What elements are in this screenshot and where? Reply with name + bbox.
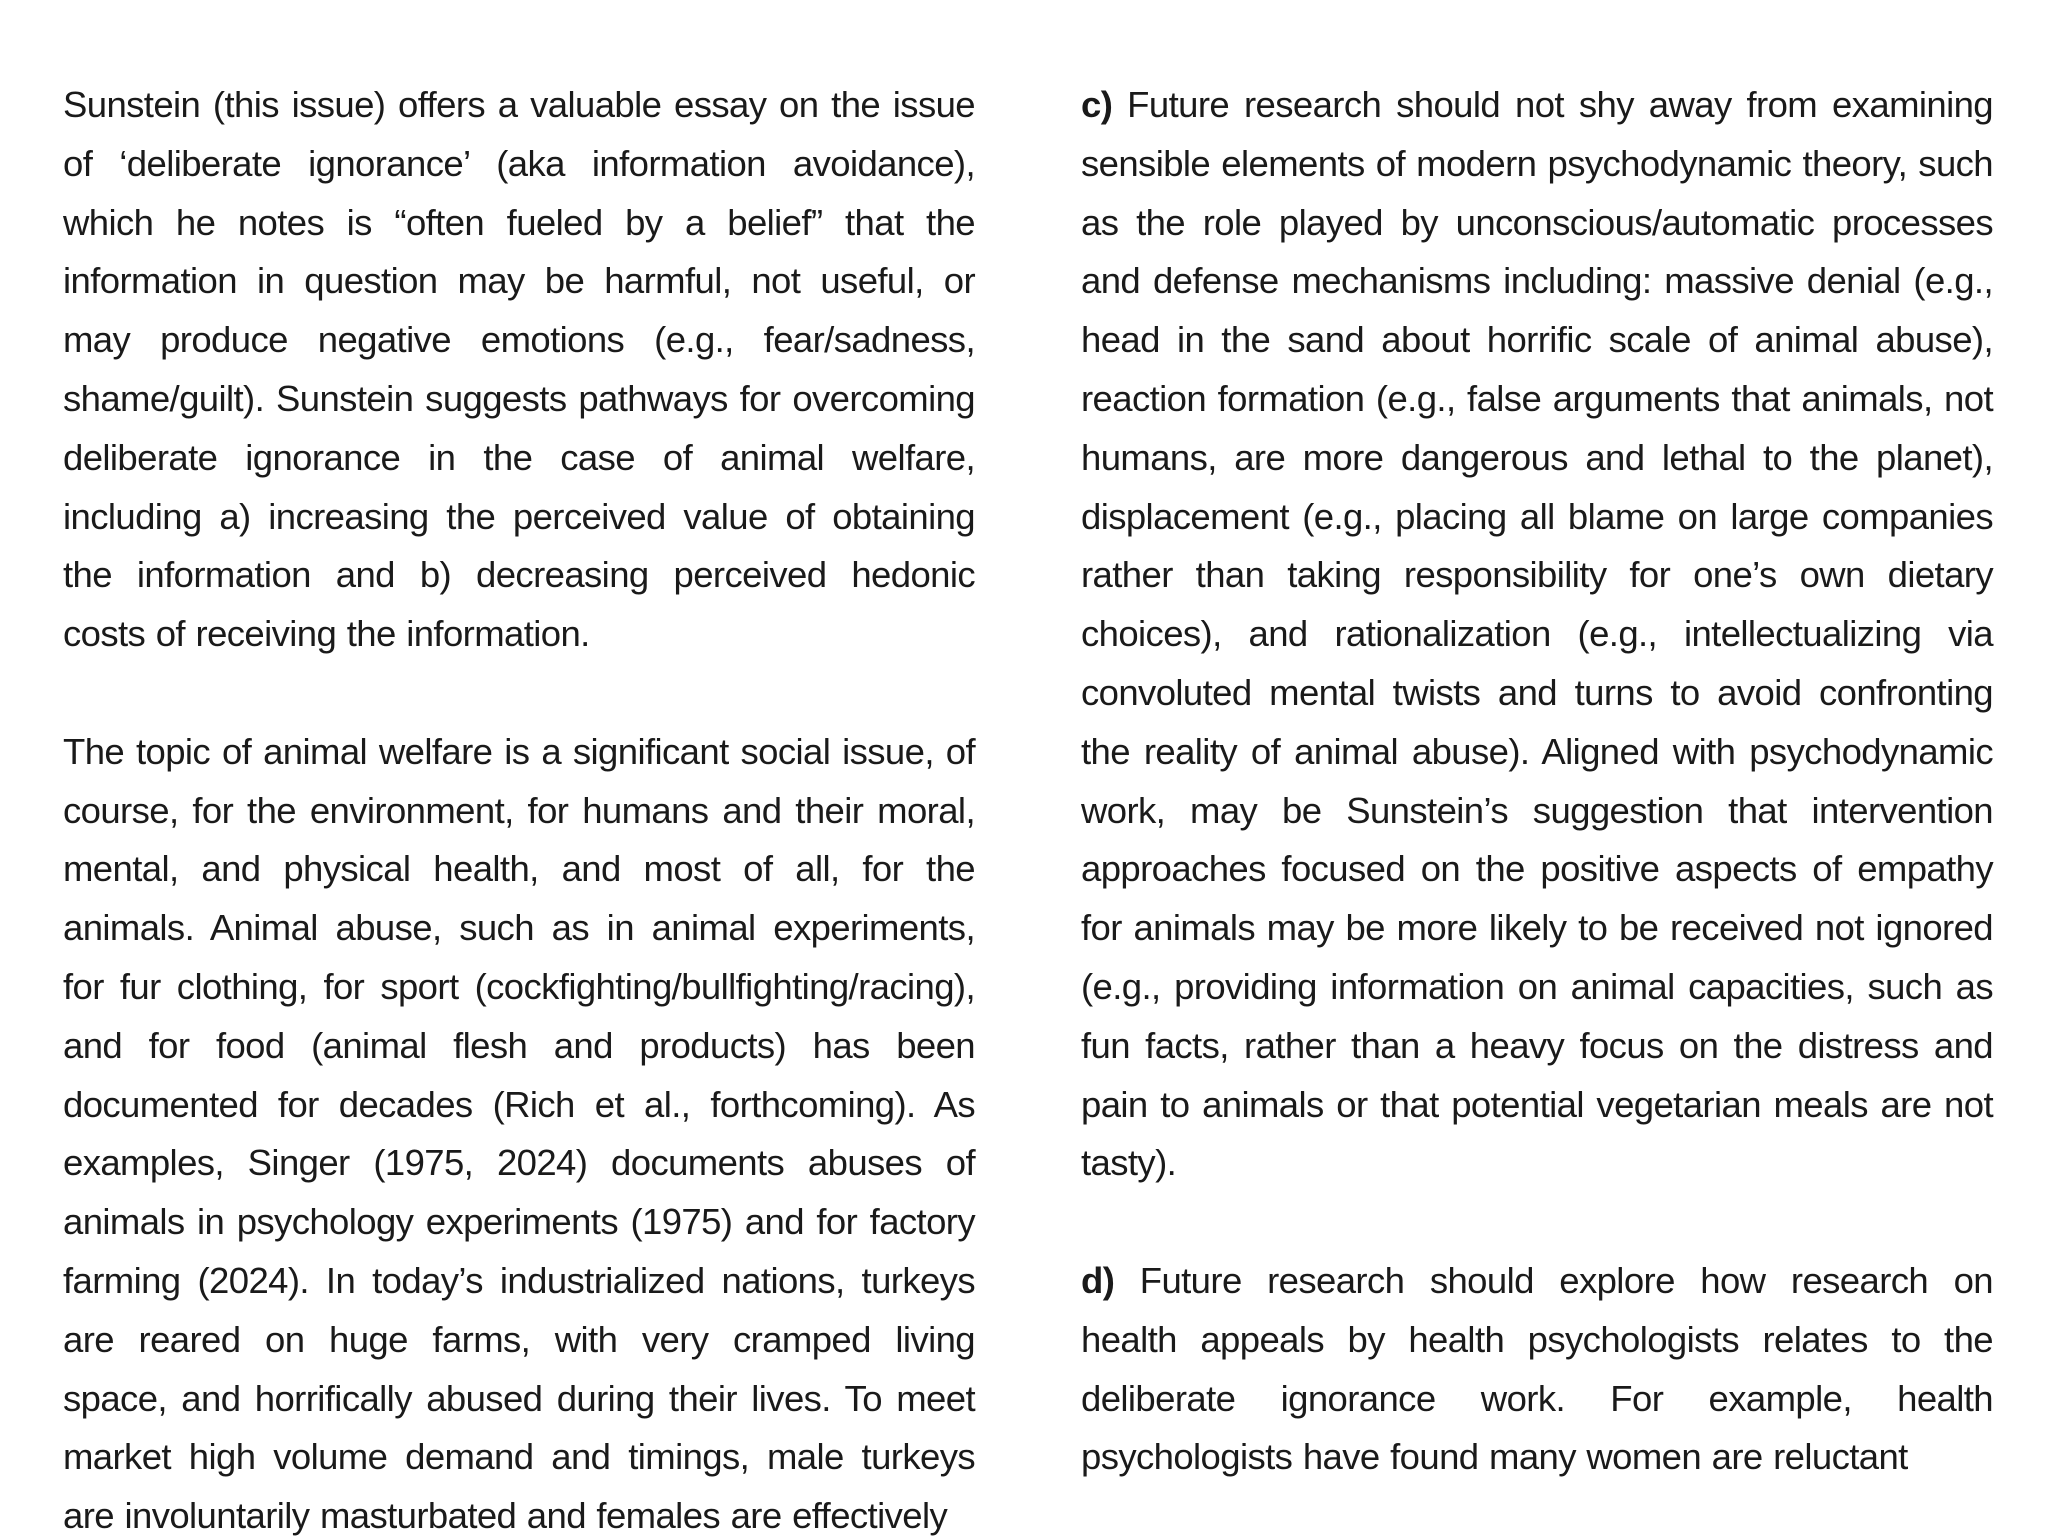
paragraph-health-appeals [1081, 1252, 1993, 1487]
right-column [1081, 76, 1993, 1487]
item-label-c: c) [1081, 84, 1113, 125]
paragraph-deliberate-ignorance: Sunstein (this issue) offers a valuable essay on the issue of ‘deliberate ignorance’ (aka information avoidance), which he notes is “often fueled by a belief” that the information in question may be harmful, not useful, or may produce negative emotions (e.g., fear/sadness, shame/guilt). Sunstein suggests pathways for overcoming deliberate ignorance in the case of animal welfare, including a) increasing the perceived value of obtaining the information and b) decreasing perceived hedonic costs of receiving the information. [63, 84, 975, 655]
paragraph-psychodynamic [1081, 76, 1993, 1193]
paragraph-animal-welfare: The topic of animal welfare is a significant social issue, of course, for the environment, for humans and their moral, mental, and physical health, and most of all, for the animals. Animal abuse, such as in animal experiments, for fur clothing, for sport (cockfighting/bullfighting/racing), and for food (animal flesh and products) has been documented for decades (Rich et al., forthcoming). As examples, Singer (1975, 2024) documents abuses of animals in psychology experiments (1975) and for factory farming (2024). In today’s industrialized nations, turkeys are reared on huge farms, with very cramped living space, and horrifically abused during their lives. To meet market high volume demand and timings, male turkeys are involuntarily masturbated and females are effectively [63, 730, 975, 1537]
paragraph-health-appeals-text: Future research should explore how research on health appeals by health psychologists relates to the deliberate ignorance work. For example, health psychologists have found many women are reluctant [1081, 1259, 1993, 1478]
paragraph-psychodynamic-text: Future research should not shy away from examining sensible elements of modern psychodynamic theory, such as the role played by unconscious/automatic processes and defense mechanisms including: massive denial (e.g., head in the sand about horrific scale of animal abuse), reaction formation (e.g., false arguments that animals, not humans, are more dangerous and lethal to the planet), displacement (e.g., placing all blame on large companies rather than taking responsibility for one’s own dietary choices), and rationalization (e.g., intellectualizing via convoluted mental twists and turns to avoid confronting the reality of animal abuse). Aligned with psychodynamic work, may be Sunstein’s suggestion that intervention approaches focused on the positive aspects of empathy for animals may be more likely to be received not ignored (e.g., providing information on animal capacities, such as fun facts, rather than a heavy focus on the distress and pain to animals or that potential vegetarian meals are not tasty). [1081, 84, 1993, 1184]
left-column [63, 76, 975, 1540]
item-label-d: d) [1081, 1259, 1115, 1301]
